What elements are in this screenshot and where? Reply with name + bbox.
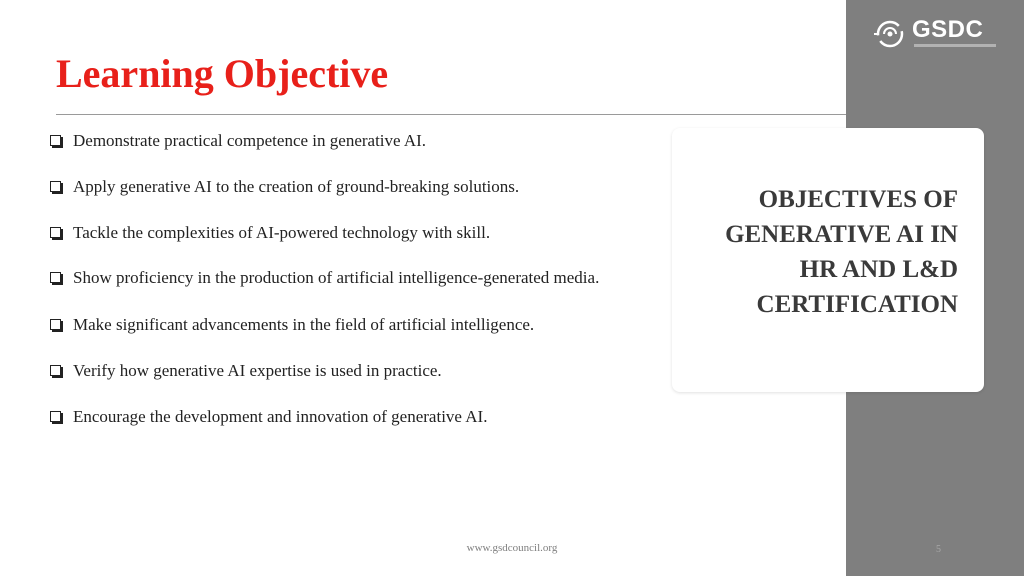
list-item xyxy=(48,406,658,428)
page-number: 5 xyxy=(936,544,941,555)
checkbox-bullet-icon xyxy=(50,365,61,376)
checkbox-bullet-icon xyxy=(50,181,61,192)
list-item-text: Tackle the complexities of AI-powered technology with skill. xyxy=(73,223,491,242)
list-item xyxy=(48,130,658,152)
list-item xyxy=(48,360,658,382)
card-title-line: HR AND L&D xyxy=(799,256,958,283)
list-item xyxy=(48,176,658,198)
footer-url: www.gsdcouncil.org xyxy=(466,542,558,554)
list-item xyxy=(48,222,658,244)
gsdc-logo xyxy=(874,16,1000,56)
checkbox-bullet-icon xyxy=(50,227,61,238)
objectives-list xyxy=(48,130,658,428)
objectives-card xyxy=(672,128,984,392)
logo-tagline xyxy=(914,44,996,47)
checkbox-bullet-icon xyxy=(50,272,61,283)
list-item-text: Show proficiency in the production of artificial intelligence-generated media. xyxy=(73,268,600,287)
list-item-text: Verify how generative AI expertise is used in practice. xyxy=(73,361,442,380)
list-item xyxy=(48,314,658,336)
card-title-line: GENERATIVE AI IN xyxy=(725,221,958,248)
globe-icon xyxy=(874,18,910,50)
page-title: Learning Objective xyxy=(56,51,389,96)
card-title-line: OBJECTIVES OF xyxy=(758,186,958,213)
checkbox-bullet-icon xyxy=(50,411,61,422)
list-item xyxy=(48,267,658,289)
card-title-line: CERTIFICATION xyxy=(756,291,958,318)
logo-text: GSDC xyxy=(912,16,984,43)
list-item-text: Demonstrate practical competence in generative AI. xyxy=(73,131,427,150)
checkbox-bullet-icon xyxy=(50,135,61,146)
title-divider xyxy=(56,114,846,115)
list-item-text: Make significant advancements in the field of artificial intelligence. xyxy=(73,315,535,334)
checkbox-bullet-icon xyxy=(50,319,61,330)
list-item-text: Apply generative AI to the creation of ground-breaking solutions. xyxy=(73,177,520,196)
card-title xyxy=(678,182,958,322)
list-item-text: Encourage the development and innovation of generative AI. xyxy=(73,407,488,426)
